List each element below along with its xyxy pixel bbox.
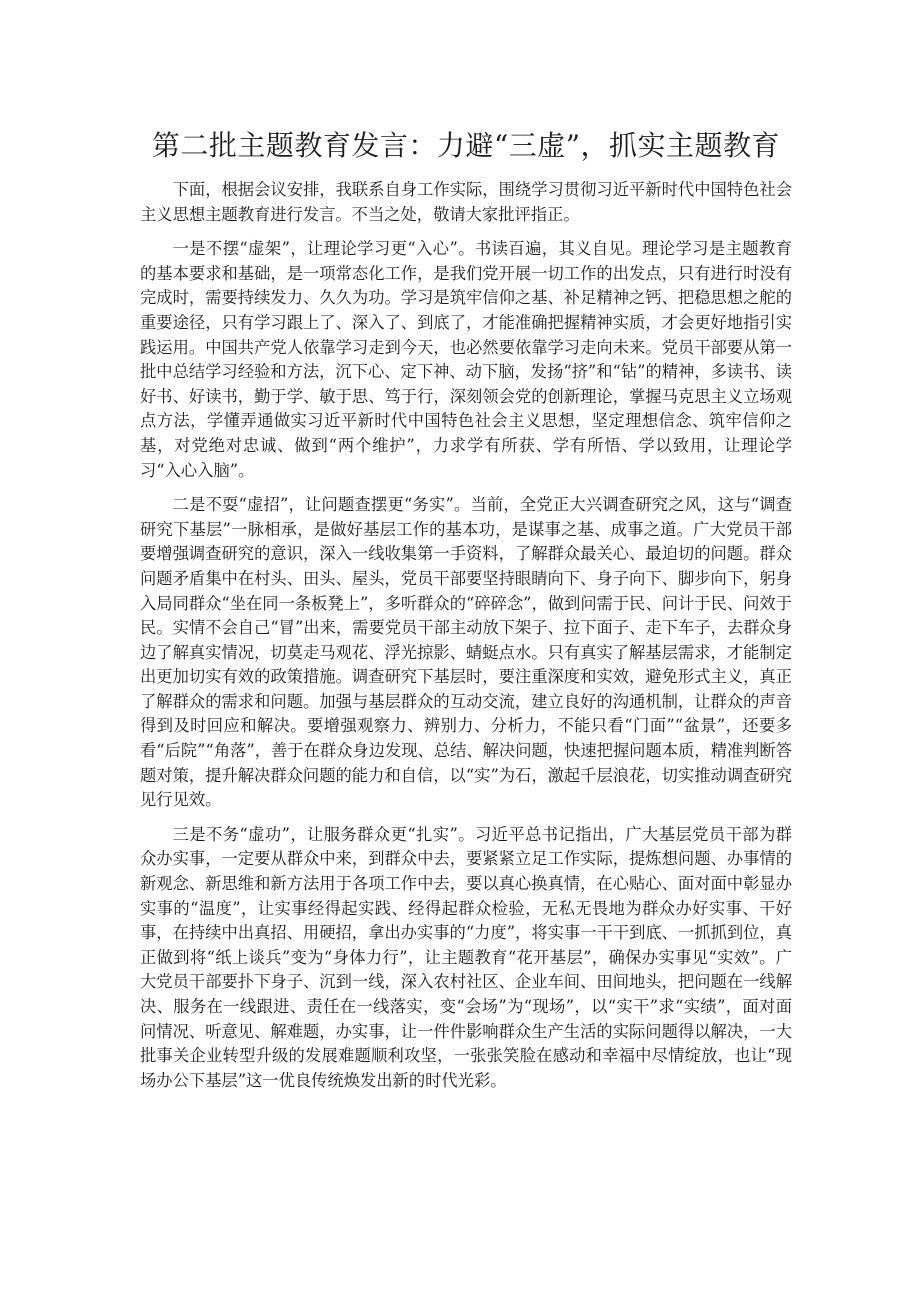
paragraph-theory-study: 一是不摆“虚架”，让理论学习更“入心”。书读百遍，其义自见。理论学习是主题教育的基本要求和基础，是一项常态化工作，是我们党开展一切工作的出发点，只有进行时没有完成时，需要持续发力、久久为功。学习是筑牢信仰之基、补足精神之钙、把稳思想之舵的重要途径，只有学习跟上了、深入了、到底了，才能准确把握精神实质，才会更好地指引实践运用。中国共产党人依靠学习走到今天，也必然要依靠学习走向未来。党员干部要从第一批中总结学习经验和方法，沉下心、定下神、动下脑，发扬“挤”和“钻”的精神，多读书、读好书、好读书，勤于学、敏于思、笃于行，深刻领会党的创新理论，掌握马克思主义立场观点方法，学懂弄通做实习近平新时代中国特色社会主义思想，坚定理想信念、筑牢信仰之基，对党绝对忠诚、做到“两个维护”，力求学有所获、学有所悟、学以致用，让理论学习“入心入脑”。 — [140, 239, 792, 480]
paragraph-problem-finding: 二是不耍“虚招”，让问题查摆更“务实”。当前，全党正大兴调查研究之风，这与“调查研究下基层”一脉相承，是做好基层工作的基本功，是谋事之基、成事之道。广大党员干部要增强调查研究的意识，深入一线收集第一手资料，了解群众最关心、最迫切的问题。群众问题矛盾集中在村头、田头、屋头，党员干部要坚持眼睛向下、身子向下、脚步向下，躬身入局同群众“坐在同一条板凳上”，多听群众的“碎碎念”，做到问需于民、问计于民、问效于民。实情不会自己“冒”出来，需要党员干部主动放下架子、拉下面子、走下车子，去群众身边了解真实情况，切莫走马观花、浮光掠影、蜻蜓点水。只有真实了解基层需求，才能制定出更加切实有效的政策措施。调查研究下基层时，要注重深度和实效，避免形式主义，真正了解群众的需求和问题。加强与基层群众的互动交流，建立良好的沟通机制，让群众的声音得到及时回应和解决。要增强观察力、辨别力、分析力，不能只看“门面”“盆景”，还要多看“后院”“角落”，善于在群众身边发现、总结、解决问题，快速把握问题本质，精准判断答题对策，提升解决群众问题的能力和自信，以“实”为石，激起千层浪花，切实推动调查研究见行见效。 — [140, 495, 792, 810]
document-page — [140, 126, 792, 1103]
document-title: 第二批主题教育发言：力避“三虚”，抓实主题教育 — [151, 129, 781, 162]
intro-paragraph: 下面，根据会议安排，我联系自身工作实际，围绕学习贯彻习近平新时代中国特色社会主义思想主题教育进行发言。不当之处，敬请大家批评指正。 — [140, 180, 792, 224]
paragraph-serving-masses: 三是不务“虚功”，让服务群众更“扎实”。习近平总书记指出，广大基层党员干部为群众办实事，一定要从群众中来，到群众中去，要紧紧立足工作实际，提炼想问题、办事情的新观念、新思维和新方法用于各项工作中去，要以真心换真情，在心贴心、面对面中彰显办实事的“温度”，让实事经得起实践、经得起群众检验，无私无畏地为群众办好实事、干好事，在持续中出真招、用硬招，拿出办实事的“力度”，将实事一干干到底、一抓抓到位，真正做到将“纸上谈兵”变为“身体力行”，让主题教育“花开基层”，确保办实事见“实效”。广大党员干部要扑下身子、沉到一线，深入农村社区、企业车间、田间地头，把问题在一线解决、服务在一线跟进、责任在一线落实，变“会场”为“现场”，以“实干”求“实绩”，面对面问情况、听意见、解难题，办实事，让一件件影响群众生产生活的实际问题得以解决，一大批事关企业转型升级的发展难题顺利攻坚，一张张笑脸在感动和幸福中尽情绽放，也让“现场办公下基层”这一优良传统焕发出新的时代光彩。 — [140, 824, 792, 1090]
